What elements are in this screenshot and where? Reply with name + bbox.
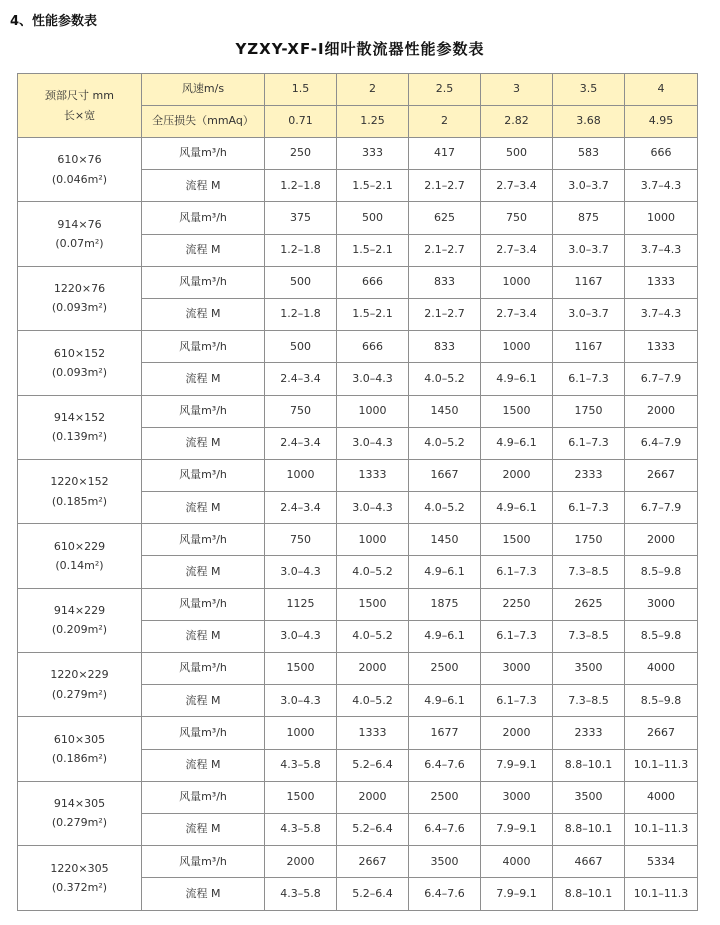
throw-value: 8.8–10.1 [553, 878, 625, 910]
size-cell [18, 459, 142, 523]
pressure-loss-label: 全压损失（mmAq） [142, 106, 265, 138]
table-row-airflow [18, 717, 698, 749]
airflow-label: 风量m³/h [142, 653, 265, 685]
throw-value: 8.5–9.8 [625, 556, 698, 588]
neck-size: 914×305 [53, 797, 106, 811]
velocity-value: 2 [337, 74, 409, 106]
size-header-sublabel: 长×宽 [63, 108, 96, 122]
table-row-airflow [18, 266, 698, 298]
table-row-airflow [18, 331, 698, 363]
neck-size: 610×229 [53, 539, 106, 553]
throw-value: 10.1–11.3 [625, 749, 698, 781]
throw-value: 7.9–9.1 [481, 813, 553, 845]
airflow-value: 1333 [625, 331, 698, 363]
pressure-loss-value: 1.25 [337, 106, 409, 138]
airflow-value: 500 [481, 138, 553, 170]
size-cell [18, 524, 142, 588]
airflow-value: 1500 [337, 588, 409, 620]
airflow-label: 风量m³/h [142, 781, 265, 813]
airflow-value: 1333 [625, 266, 698, 298]
size-cell [18, 588, 142, 652]
airflow-value: 1333 [337, 717, 409, 749]
airflow-value: 666 [625, 138, 698, 170]
velocity-value: 1.5 [265, 74, 337, 106]
airflow-value: 2333 [553, 459, 625, 491]
throw-value: 3.7–4.3 [625, 170, 698, 202]
airflow-value: 2667 [625, 717, 698, 749]
airflow-value: 833 [409, 266, 481, 298]
airflow-value: 3500 [553, 781, 625, 813]
throw-value: 1.5–2.1 [337, 234, 409, 266]
airflow-value: 2000 [481, 459, 553, 491]
throw-value: 4.0–5.2 [337, 556, 409, 588]
airflow-value: 2000 [337, 653, 409, 685]
neck-area: (0.046m²) [51, 172, 108, 186]
table-title: YZXY-XF-Ⅰ细叶散流器性能参数表 [235, 40, 485, 58]
throw-value: 3.0–4.3 [337, 427, 409, 459]
throw-value: 4.0–5.2 [409, 492, 481, 524]
table-row-airflow [18, 846, 698, 878]
airflow-value: 750 [265, 395, 337, 427]
throw-value: 3.0–3.7 [553, 170, 625, 202]
throw-value: 6.1–7.3 [481, 556, 553, 588]
neck-size: 914×76 [57, 217, 102, 231]
throw-value: 3.0–4.3 [265, 620, 337, 652]
airflow-value: 5334 [625, 846, 698, 878]
neck-area: (0.279m²) [51, 687, 108, 701]
pressure-loss-value: 4.95 [625, 106, 698, 138]
throw-value: 4.3–5.8 [265, 749, 337, 781]
performance-table-body [18, 74, 698, 911]
airflow-value: 1667 [409, 459, 481, 491]
airflow-value: 1000 [337, 395, 409, 427]
airflow-value: 1125 [265, 588, 337, 620]
throw-value: 1.5–2.1 [337, 298, 409, 330]
size-cell [18, 653, 142, 717]
throw-value: 5.2–6.4 [337, 749, 409, 781]
airflow-value: 2625 [553, 588, 625, 620]
airflow-value: 833 [409, 331, 481, 363]
throw-value: 2.4–3.4 [265, 363, 337, 395]
throw-value: 8.8–10.1 [553, 813, 625, 845]
neck-area: (0.139m²) [51, 430, 108, 444]
airflow-value: 3500 [409, 846, 481, 878]
airflow-label: 风量m³/h [142, 331, 265, 363]
airflow-value: 1000 [481, 266, 553, 298]
airflow-label: 风量m³/h [142, 202, 265, 234]
throw-value: 4.3–5.8 [265, 878, 337, 910]
airflow-label: 风量m³/h [142, 717, 265, 749]
airflow-label: 风量m³/h [142, 138, 265, 170]
throw-value: 6.4–7.6 [409, 813, 481, 845]
throw-value: 1.2–1.8 [265, 234, 337, 266]
section-heading: 4、性能参数表 [10, 14, 98, 29]
airflow-value: 4000 [625, 653, 698, 685]
throw-value: 2.7–3.4 [481, 170, 553, 202]
throw-value: 6.7–7.9 [625, 363, 698, 395]
throw-value: 3.7–4.3 [625, 298, 698, 330]
throw-value: 3.0–4.3 [337, 492, 409, 524]
velocity-label: 风速m/s [142, 74, 265, 106]
neck-size: 914×229 [53, 604, 106, 618]
airflow-value: 1000 [481, 331, 553, 363]
velocity-value: 3.5 [553, 74, 625, 106]
airflow-label: 风量m³/h [142, 524, 265, 556]
neck-area: (0.093m²) [51, 365, 108, 379]
throw-value: 2.7–3.4 [481, 298, 553, 330]
airflow-value: 3000 [481, 653, 553, 685]
throw-label: 流程 M [142, 492, 265, 524]
throw-value: 2.4–3.4 [265, 427, 337, 459]
throw-value: 3.0–4.3 [337, 363, 409, 395]
throw-value: 6.7–7.9 [625, 492, 698, 524]
size-cell [18, 781, 142, 845]
pressure-loss-value: 3.68 [553, 106, 625, 138]
throw-value: 4.9–6.1 [409, 620, 481, 652]
velocity-value: 2.5 [409, 74, 481, 106]
neck-size: 1220×229 [50, 668, 109, 682]
size-cell [18, 266, 142, 330]
throw-value: 4.9–6.1 [481, 492, 553, 524]
throw-value: 2.1–2.7 [409, 234, 481, 266]
airflow-value: 2000 [625, 395, 698, 427]
airflow-value: 375 [265, 202, 337, 234]
airflow-value: 2500 [409, 781, 481, 813]
airflow-value: 500 [337, 202, 409, 234]
throw-value: 6.1–7.3 [481, 620, 553, 652]
throw-value: 4.0–5.2 [409, 427, 481, 459]
pressure-loss-value: 2.82 [481, 106, 553, 138]
airflow-value: 3500 [553, 653, 625, 685]
throw-value: 2.7–3.4 [481, 234, 553, 266]
size-cell [18, 138, 142, 202]
throw-value: 6.1–7.3 [481, 685, 553, 717]
table-row-airflow [18, 653, 698, 685]
neck-area: (0.185m²) [51, 494, 108, 508]
throw-value: 2.1–2.7 [409, 298, 481, 330]
throw-value: 4.9–6.1 [481, 363, 553, 395]
throw-value: 3.0–4.3 [265, 685, 337, 717]
airflow-value: 1500 [265, 653, 337, 685]
throw-label: 流程 M [142, 556, 265, 588]
performance-table [17, 73, 698, 911]
throw-label: 流程 M [142, 685, 265, 717]
size-cell [18, 331, 142, 395]
throw-label: 流程 M [142, 170, 265, 202]
throw-value: 4.9–6.1 [481, 427, 553, 459]
table-row-airflow [18, 588, 698, 620]
throw-value: 10.1–11.3 [625, 813, 698, 845]
throw-value: 6.1–7.3 [553, 492, 625, 524]
throw-label: 流程 M [142, 363, 265, 395]
airflow-value: 2000 [625, 524, 698, 556]
neck-size: 1220×305 [50, 861, 109, 875]
throw-label: 流程 M [142, 234, 265, 266]
airflow-value: 1450 [409, 395, 481, 427]
throw-value: 4.0–5.2 [409, 363, 481, 395]
throw-label: 流程 M [142, 298, 265, 330]
airflow-value: 1167 [553, 331, 625, 363]
airflow-value: 1167 [553, 266, 625, 298]
throw-label: 流程 M [142, 813, 265, 845]
airflow-value: 4000 [481, 846, 553, 878]
airflow-value: 1000 [265, 717, 337, 749]
table-row-airflow [18, 138, 698, 170]
airflow-label: 风量m³/h [142, 459, 265, 491]
throw-value: 2.1–2.7 [409, 170, 481, 202]
throw-label: 流程 M [142, 749, 265, 781]
pressure-loss-value: 2 [409, 106, 481, 138]
airflow-value: 417 [409, 138, 481, 170]
airflow-value: 1000 [265, 459, 337, 491]
throw-value: 7.9–9.1 [481, 749, 553, 781]
neck-size: 914×152 [53, 410, 106, 424]
airflow-value: 2333 [553, 717, 625, 749]
airflow-value: 250 [265, 138, 337, 170]
velocity-value: 4 [625, 74, 698, 106]
pressure-loss-value: 0.71 [265, 106, 337, 138]
throw-value: 10.1–11.3 [625, 878, 698, 910]
airflow-value: 625 [409, 202, 481, 234]
airflow-value: 1750 [553, 395, 625, 427]
airflow-label: 风量m³/h [142, 588, 265, 620]
throw-value: 5.2–6.4 [337, 878, 409, 910]
throw-value: 3.0–4.3 [265, 556, 337, 588]
throw-value: 6.4–7.9 [625, 427, 698, 459]
airflow-value: 1333 [337, 459, 409, 491]
throw-value: 7.3–8.5 [553, 685, 625, 717]
throw-value: 6.4–7.6 [409, 878, 481, 910]
airflow-value: 500 [265, 331, 337, 363]
throw-value: 2.4–3.4 [265, 492, 337, 524]
header-row-velocity [18, 74, 698, 106]
throw-value: 4.0–5.2 [337, 620, 409, 652]
airflow-value: 3000 [481, 781, 553, 813]
airflow-value: 2667 [337, 846, 409, 878]
size-cell [18, 717, 142, 781]
airflow-value: 2000 [265, 846, 337, 878]
airflow-value: 1500 [481, 395, 553, 427]
size-header-label: 颈部尺寸 mm [45, 89, 114, 103]
throw-value: 1.5–2.1 [337, 170, 409, 202]
table-row-airflow [18, 459, 698, 491]
throw-value: 7.3–8.5 [553, 620, 625, 652]
throw-value: 4.9–6.1 [409, 685, 481, 717]
throw-value: 4.0–5.2 [337, 685, 409, 717]
throw-value: 8.8–10.1 [553, 749, 625, 781]
throw-value: 8.5–9.8 [625, 620, 698, 652]
velocity-value: 3 [481, 74, 553, 106]
throw-value: 1.2–1.8 [265, 170, 337, 202]
airflow-value: 1450 [409, 524, 481, 556]
neck-area: (0.186m²) [51, 752, 108, 766]
neck-area: (0.372m²) [51, 880, 108, 894]
neck-size: 610×305 [53, 732, 106, 746]
size-cell [18, 202, 142, 266]
airflow-value: 2000 [337, 781, 409, 813]
airflow-value: 1000 [337, 524, 409, 556]
neck-area: (0.209m²) [51, 623, 108, 637]
airflow-value: 583 [553, 138, 625, 170]
throw-label: 流程 M [142, 620, 265, 652]
neck-size: 1220×76 [53, 282, 106, 296]
airflow-value: 1500 [265, 781, 337, 813]
airflow-value: 2667 [625, 459, 698, 491]
throw-value: 6.4–7.6 [409, 749, 481, 781]
airflow-value: 1750 [553, 524, 625, 556]
size-cell [18, 846, 142, 910]
throw-value: 7.3–8.5 [553, 556, 625, 588]
airflow-label: 风量m³/h [142, 395, 265, 427]
airflow-value: 666 [337, 331, 409, 363]
neck-size: 1220×152 [50, 475, 109, 489]
neck-area: (0.093m²) [51, 301, 108, 315]
neck-area: (0.14m²) [55, 558, 104, 572]
throw-value: 3.0–3.7 [553, 234, 625, 266]
table-row-airflow [18, 781, 698, 813]
neck-size: 610×76 [57, 153, 102, 167]
throw-value: 8.5–9.8 [625, 685, 698, 717]
table-row-airflow [18, 395, 698, 427]
airflow-value: 1000 [625, 202, 698, 234]
throw-value: 6.1–7.3 [553, 363, 625, 395]
neck-area: (0.279m²) [51, 816, 108, 830]
size-header-cell [18, 74, 142, 138]
table-row-airflow [18, 202, 698, 234]
airflow-value: 1500 [481, 524, 553, 556]
airflow-value: 666 [337, 266, 409, 298]
airflow-value: 750 [265, 524, 337, 556]
airflow-value: 333 [337, 138, 409, 170]
throw-label: 流程 M [142, 878, 265, 910]
table-row-airflow [18, 524, 698, 556]
airflow-value: 1677 [409, 717, 481, 749]
airflow-value: 500 [265, 266, 337, 298]
airflow-label: 风量m³/h [142, 846, 265, 878]
throw-value: 1.2–1.8 [265, 298, 337, 330]
airflow-value: 875 [553, 202, 625, 234]
airflow-value: 3000 [625, 588, 698, 620]
throw-label: 流程 M [142, 427, 265, 459]
throw-value: 5.2–6.4 [337, 813, 409, 845]
neck-area: (0.07m²) [55, 237, 104, 251]
airflow-value: 2500 [409, 653, 481, 685]
throw-value: 4.9–6.1 [409, 556, 481, 588]
throw-value: 4.3–5.8 [265, 813, 337, 845]
throw-value: 3.0–3.7 [553, 298, 625, 330]
airflow-label: 风量m³/h [142, 266, 265, 298]
airflow-value: 1875 [409, 588, 481, 620]
airflow-value: 4667 [553, 846, 625, 878]
airflow-value: 4000 [625, 781, 698, 813]
size-cell [18, 395, 142, 459]
throw-value: 7.9–9.1 [481, 878, 553, 910]
throw-value: 6.1–7.3 [553, 427, 625, 459]
airflow-value: 2000 [481, 717, 553, 749]
throw-value: 3.7–4.3 [625, 234, 698, 266]
airflow-value: 2250 [481, 588, 553, 620]
neck-size: 610×152 [53, 346, 106, 360]
airflow-value: 750 [481, 202, 553, 234]
